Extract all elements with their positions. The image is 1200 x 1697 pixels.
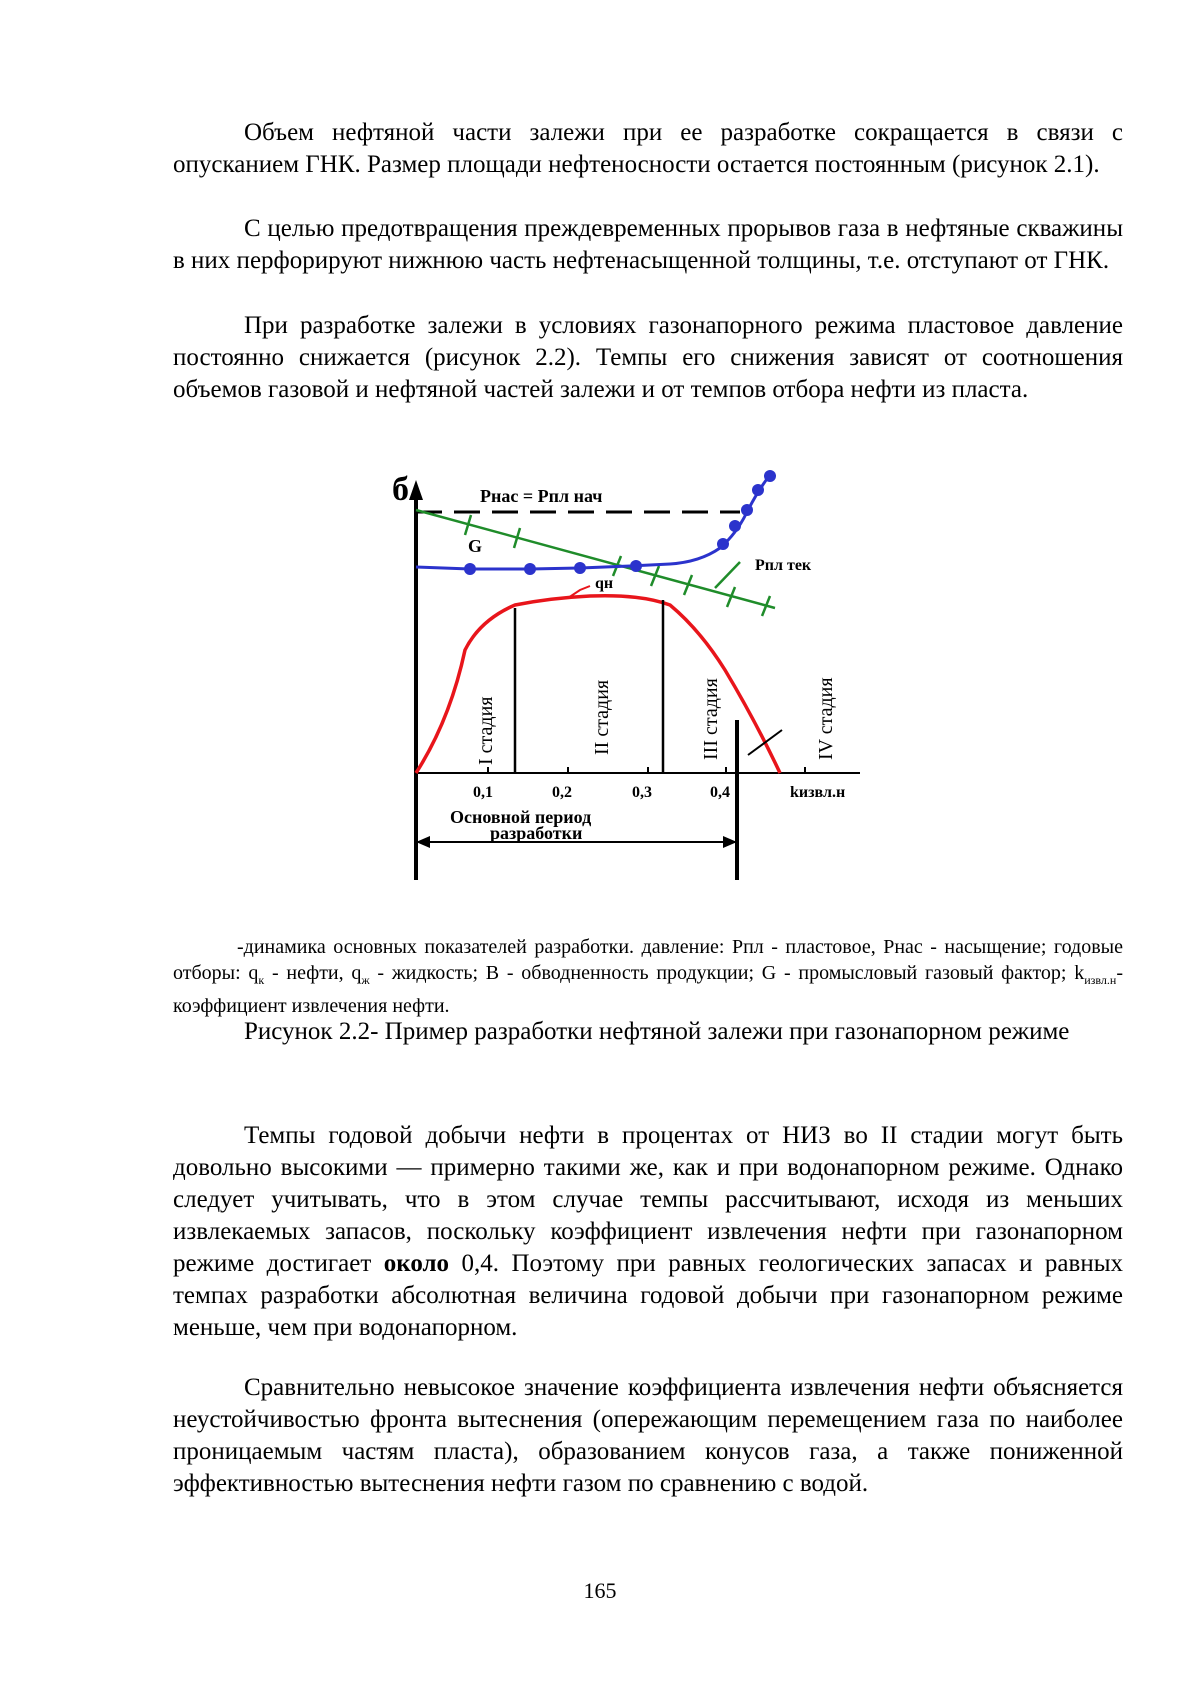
main-period-line1: Основной период (450, 807, 592, 827)
x-axis-label: kизвл.н (790, 784, 846, 801)
main-period-arrow-right (723, 836, 737, 848)
main-period-arrow-left (416, 836, 430, 848)
x-tick-2: 0,2 (552, 784, 572, 801)
main-period-line2: разработки (490, 823, 583, 843)
figure-caption-legend: -динамика основных показателей разработки. давление: Рпл - пластовое, Рнас - насыщение; годовые отборы: $q_к$ - нефти, $q_ж$ - жидкость; В - обводненность продукции; G - промысловый газовый фактор; $k_{извл.н}$-коэффициент извлечения нефти. (173, 936, 1124, 1017)
label-pressure-eq: Pнас = Pпл нач (480, 486, 603, 506)
paragraph-1: Объем нефтяной части залежи при ее разработке сокращается в связи с опусканием ГНК. Размер площади нефтеносности остается постоянным (рисунок 2.1). (173, 119, 1123, 178)
label-p-current: Pпл тек (755, 557, 812, 574)
stage-label-4: IV стадия (815, 677, 837, 760)
stage-annotation-line (748, 730, 782, 755)
label-q: qн (595, 575, 614, 592)
stage-label-2: II стадия (591, 679, 613, 755)
panel-label: б (392, 471, 409, 508)
paragraph-4: Темпы годовой добычи нефти в процентах от НИЗ во II стадии могут быть довольно высокими — примерно такими же, как и при водонапорном режиме. Однако следует учитывать, что в этом случае темпы рассчитывают, исходя из меньших извлекаемых запасов, поскольку коэффициент извлечения нефти при газонапорном режиме достигает около 0,4. Поэтому при равных геологических запасах и равных темпах разработки абсолютная величина годовой добычи при газонапорном режиме меньше, чем при водонапорном. (173, 1122, 1124, 1341)
x-tick-1: 0,1 (473, 784, 493, 801)
x-tick-4: 0,4 (710, 784, 730, 801)
paragraph-5: Сравнительно невысокое значение коэффициента извлечения нефти объясняется неустойчивостью фронта вытеснения (опережающим перемещением газа по наиболее проницаемым частям пласта), образованием конусов газа, а также пониженной эффективностью вытеснения нефти газом по сравнению с водой. (173, 1374, 1123, 1497)
figure-2-2 (380, 470, 940, 930)
x-tick-3: 0,3 (632, 784, 652, 801)
label-G: G (468, 536, 483, 556)
stage-label-1: I стадия (475, 696, 497, 765)
paragraph-3: При разработке залежи в условиях газонапорного режима пластовое давление постоянно снижается (рисунок 2.2). Темпы его снижения зависят от соотношения объемов газовой и нефтяной частей залежи и от темпов отбора нефти из пласта. (173, 312, 1123, 403)
page-number: 165 (583, 1578, 617, 1603)
stage-label-3: III стадия (700, 678, 722, 760)
figure-title: Рисунок 2.2- Пример разработки нефтяной залежи при газонапорном режиме (244, 1018, 1070, 1045)
reservoir-pressure-line (416, 510, 775, 608)
y-axis-arrow (409, 480, 423, 500)
paragraph-2: С целью предотвращения преждевременных прорывов газа в нефтяные скважины в них перфорируют нижнюю часть нефтенасыщенной толщины, т.е. отступают от ГНК. (173, 215, 1123, 274)
